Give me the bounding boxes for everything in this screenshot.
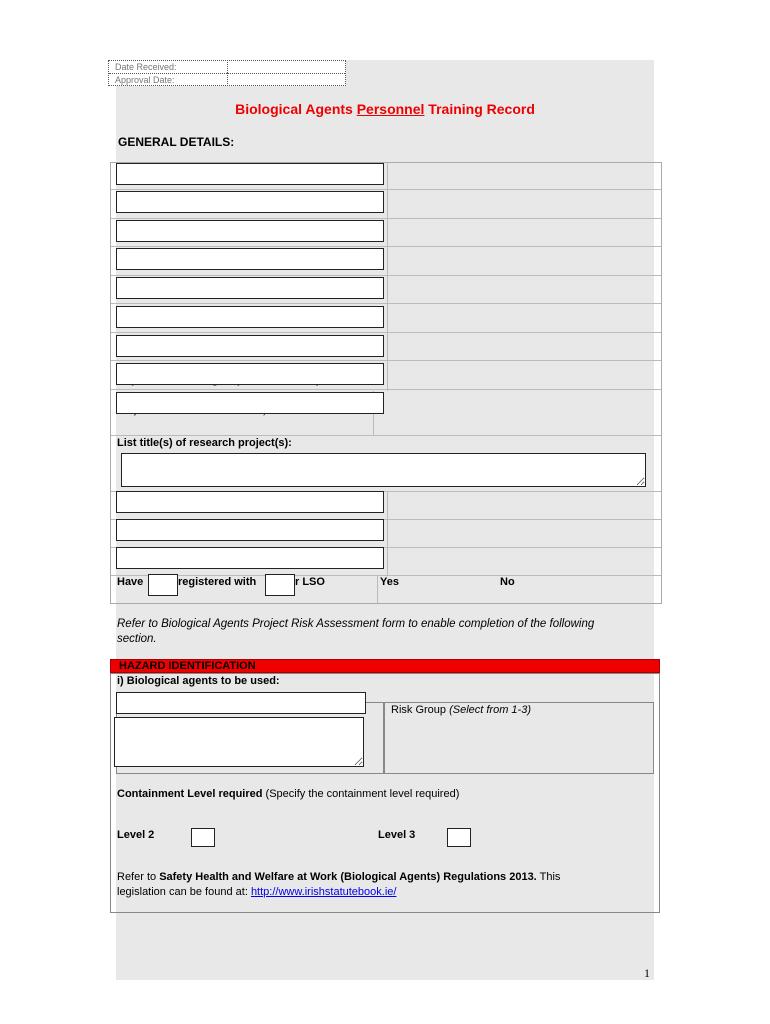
general-field-1[interactable] xyxy=(116,163,384,185)
general-details-heading: GENERAL DETAILS: xyxy=(118,135,235,149)
date-received-label: Date Received: xyxy=(115,62,177,72)
general-field-8[interactable] xyxy=(116,491,384,513)
lso-registered-label: registered with xyxy=(178,576,257,588)
general-field-5[interactable] xyxy=(116,277,384,299)
approval-date-label: Approval Date: xyxy=(115,75,175,85)
level-2-checkbox[interactable] xyxy=(191,828,215,847)
general-field-6[interactable] xyxy=(116,306,384,328)
hazard-identification-heading: HAZARD IDENTIFICATION xyxy=(110,659,660,673)
agents-field-2[interactable] xyxy=(114,717,364,767)
general-field-7[interactable] xyxy=(116,335,384,357)
lso-yes-label: Yes xyxy=(380,576,399,588)
statute-book-link[interactable]: http://www.irishstatutebook.ie/ xyxy=(250,886,397,898)
level-2-label: Level 2 xyxy=(117,829,155,841)
lso-checkbox-1[interactable] xyxy=(148,574,178,596)
lso-label: r LSO xyxy=(295,576,325,588)
legislation-note: legislation can be found at: http://www.irishstatutebook.ie/ xyxy=(117,886,397,898)
research-projects-field[interactable] xyxy=(121,453,646,487)
general-field-3[interactable] xyxy=(116,220,384,242)
level-3-checkbox[interactable] xyxy=(447,828,471,847)
agents-field-1[interactable] xyxy=(116,692,366,714)
general-field-9[interactable] xyxy=(116,519,384,541)
general-field-2[interactable] xyxy=(116,191,384,213)
refer-note: Refer to Biological Agents Project Risk Assessment form to enable completion of the following section. xyxy=(117,618,595,645)
lso-checkbox-2[interactable] xyxy=(265,574,295,596)
supervisor-field[interactable] xyxy=(116,363,384,385)
regulations-note: Refer to Safety Health and Welfare at Work (Biological Agents) Regulations 2013. This xyxy=(117,871,561,883)
approval-stamp-box xyxy=(108,60,346,86)
lso-have-label: Have xyxy=(117,576,144,588)
research-projects-label: List title(s) of research project(s): xyxy=(117,437,292,449)
general-field-10[interactable] xyxy=(116,547,384,569)
general-field-4[interactable] xyxy=(116,248,384,270)
lso-no-label: No xyxy=(500,576,515,588)
risk-group-label: Risk Group (Select from 1-3) xyxy=(391,704,531,716)
level-3-label: Level 3 xyxy=(378,829,416,841)
page-number: 1 xyxy=(644,966,650,980)
page-title: Biological Agents Personnel Training Record xyxy=(235,101,535,117)
containment-level-label: Containment Level required (Specify the containment level required) xyxy=(117,788,460,800)
biological-agents-label: i) Biological agents to be used: xyxy=(117,675,280,687)
risk-form-field[interactable] xyxy=(116,392,384,414)
